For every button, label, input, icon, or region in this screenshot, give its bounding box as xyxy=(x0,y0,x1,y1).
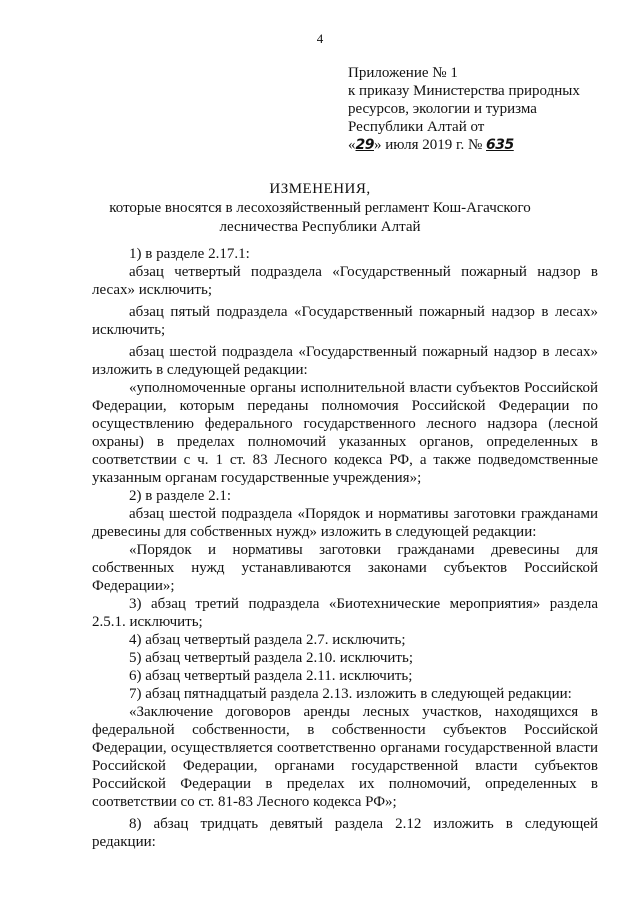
appendix-line-1: Приложение № 1 xyxy=(348,65,458,81)
paragraph: 3) абзац третий подраздела «Биотехнические мероприятия» раздела 2.5.1. исключить; xyxy=(92,596,598,630)
appendix-line-4: Республики Алтай от xyxy=(348,119,485,135)
paragraph: абзац шестой подраздела «Государственный пожарный надзор в лесах» изложить в следующей редакции: xyxy=(92,344,598,378)
paragraph: 5) абзац четвертый раздела 2.10. исключить; xyxy=(129,650,413,666)
date-suffix: » июля 2019 г. № xyxy=(373,137,483,153)
paragraph: 8) абзац тридцать девятый раздела 2.12 изложить в следующей редакции: xyxy=(92,816,598,850)
title-line-3: лесничества Республики Алтай xyxy=(219,219,421,235)
paragraph: 6) абзац четвертый раздела 2.11. исключить; xyxy=(129,668,413,684)
title-line-2: которые вносятся в лесохозяйственный регламент Кош-Агачского xyxy=(109,200,531,216)
paragraph: 2) в разделе 2.1: xyxy=(129,488,231,504)
paragraph: «Порядок и нормативы заготовки гражданами древесины для собственных нужд устанавливаются законами субъектов Российской Федерации»; xyxy=(92,542,598,594)
document-title xyxy=(0,180,640,237)
paragraph: «Заключение договоров аренды лесных участков, находящихся в федеральной собственности, в собственности субъектов Российской Федерации, осуществляется соответственно органами государственной власти Российской Федерации, органами государственной власти субъектов Российской Федерации в пределах их полномочий, определенных в соответствии со ст. 81-83 Лесного кодекса РФ»; xyxy=(92,704,598,810)
paragraph: абзац четвертый подраздела «Государственный пожарный надзор в лесах» исключить; xyxy=(92,264,598,298)
paragraph: абзац пятый подраздела «Государственный пожарный надзор в лесах» исключить; xyxy=(92,304,598,338)
appendix-date-line xyxy=(348,136,580,154)
paragraph: 4) абзац четвертый раздела 2.7. исключить; xyxy=(129,632,406,648)
page-number: 4 xyxy=(316,31,324,46)
date-day-handwritten: 29 xyxy=(355,137,374,153)
date-prefix: « xyxy=(348,137,356,153)
order-number-handwritten: 635 xyxy=(486,137,514,153)
appendix-line-2: к приказу Министерства природных xyxy=(348,83,580,99)
title-heading: ИЗМЕНЕНИЯ, xyxy=(269,181,371,197)
paragraph: 7) абзац пятнадцатый раздела 2.13. изложить в следующей редакции: xyxy=(129,686,572,702)
paragraph: «уполномоченные органы исполнительной власти субъектов Российской Федерации, которым переданы полномочия Российской Федерации по осуществлению федерального государственного лесного надзора (лесной охраны) в пределах полномочий указанных органов, определенных в соответствии с ч. 1 ст. 83 Лесного кодекса РФ, а также подведомственные указанным органам государственные учреждения»; xyxy=(92,380,598,486)
appendix-block xyxy=(348,64,580,154)
document-body xyxy=(92,245,598,851)
paragraph: абзац шестой подраздела «Порядок и нормативы заготовки гражданами древесины для собственных нужд» изложить в следующей редакции: xyxy=(92,506,598,540)
paragraph: 1) в разделе 2.17.1: xyxy=(129,246,250,262)
appendix-line-3: ресурсов, экологии и туризма xyxy=(348,101,537,117)
